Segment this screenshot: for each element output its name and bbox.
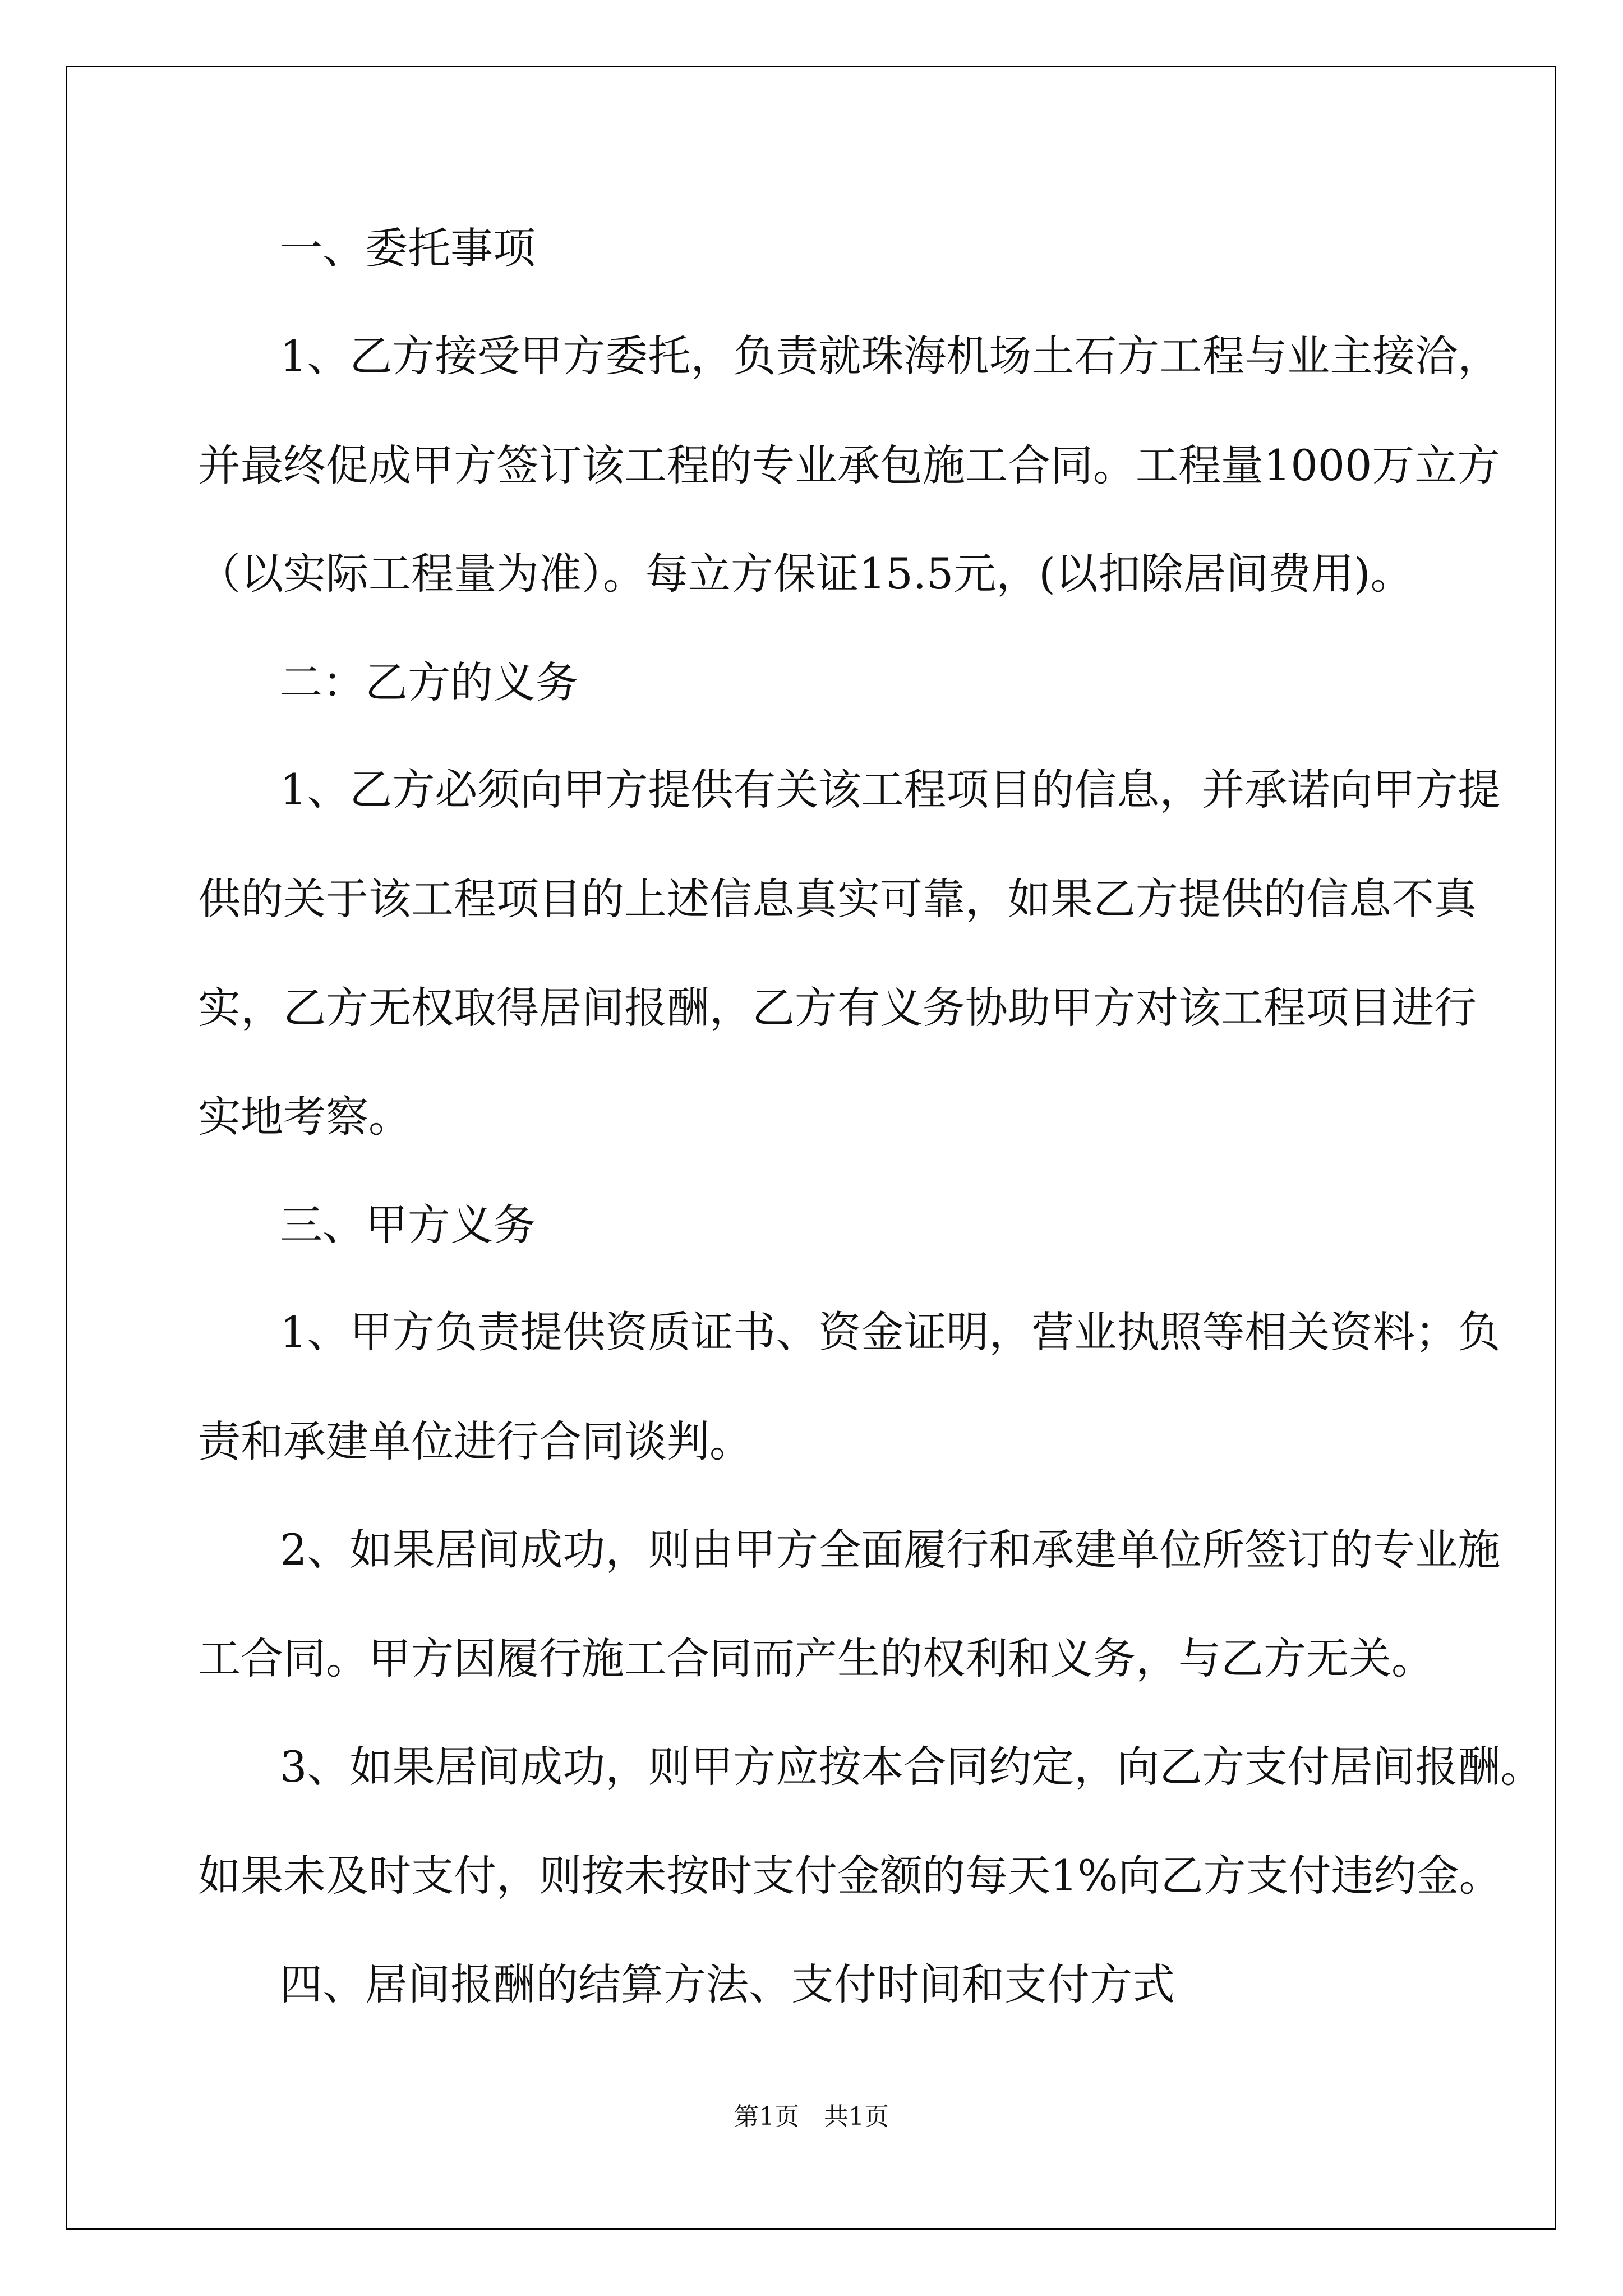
section-heading-4: 四、居间报酬的结算方法、支付时间和支付方式 xyxy=(280,1959,1175,2009)
paragraph-line: 并最终促成甲方签订该工程的专业承包施工合同。工程量1000万立方 xyxy=(198,440,1500,490)
section-heading-2: 二：乙方的义务 xyxy=(280,657,578,707)
paragraph-line: 责和承建单位进行合同谈判。 xyxy=(198,1416,752,1466)
paragraph-line: 如果未及时支付，则按未按时支付金额的每天1%向乙方支付违约金。 xyxy=(198,1851,1502,1901)
section-heading-1: 一、委托事项 xyxy=(280,223,536,273)
section-heading-3: 三、甲方义务 xyxy=(280,1200,536,1250)
paragraph-line: 1、乙方接受甲方委托，负责就珠海机场土石方工程与业主接洽， xyxy=(280,331,1501,381)
paragraph-line: 2、如果居间成功，则由甲方全面履行和承建单位所签订的专业施 xyxy=(280,1525,1501,1575)
paragraph-line: 实，乙方无权取得居间报酬，乙方有义务协助甲方对该工程项目进行 xyxy=(198,983,1477,1033)
paragraph-line: 1、甲方负责提供资质证书、资金证明，营业执照等相关资料；负 xyxy=(280,1307,1501,1357)
paragraph-line: 1、乙方必须向甲方提供有关该工程项目的信息，并承诺向甲方提 xyxy=(280,765,1501,815)
paragraph-line: 实地考察。 xyxy=(198,1092,411,1142)
paragraph-line: 供的关于该工程项目的上述信息真实可靠，如果乙方提供的信息不真 xyxy=(198,874,1477,924)
paragraph-line: 3、如果居间成功，则甲方应按本合同约定，向乙方支付居间报酬。 xyxy=(280,1742,1543,1792)
page-footer: 第1页 共1页 xyxy=(734,2102,889,2131)
paragraph-line: 工合同。甲方因履行施工合同而产生的权利和义务，与乙方无关。 xyxy=(198,1634,1434,1683)
paragraph-line: （以实际工程量为准）。每立方保证15.5元，(以扣除居间费用)。 xyxy=(198,549,1413,599)
page-border xyxy=(66,66,1556,2230)
